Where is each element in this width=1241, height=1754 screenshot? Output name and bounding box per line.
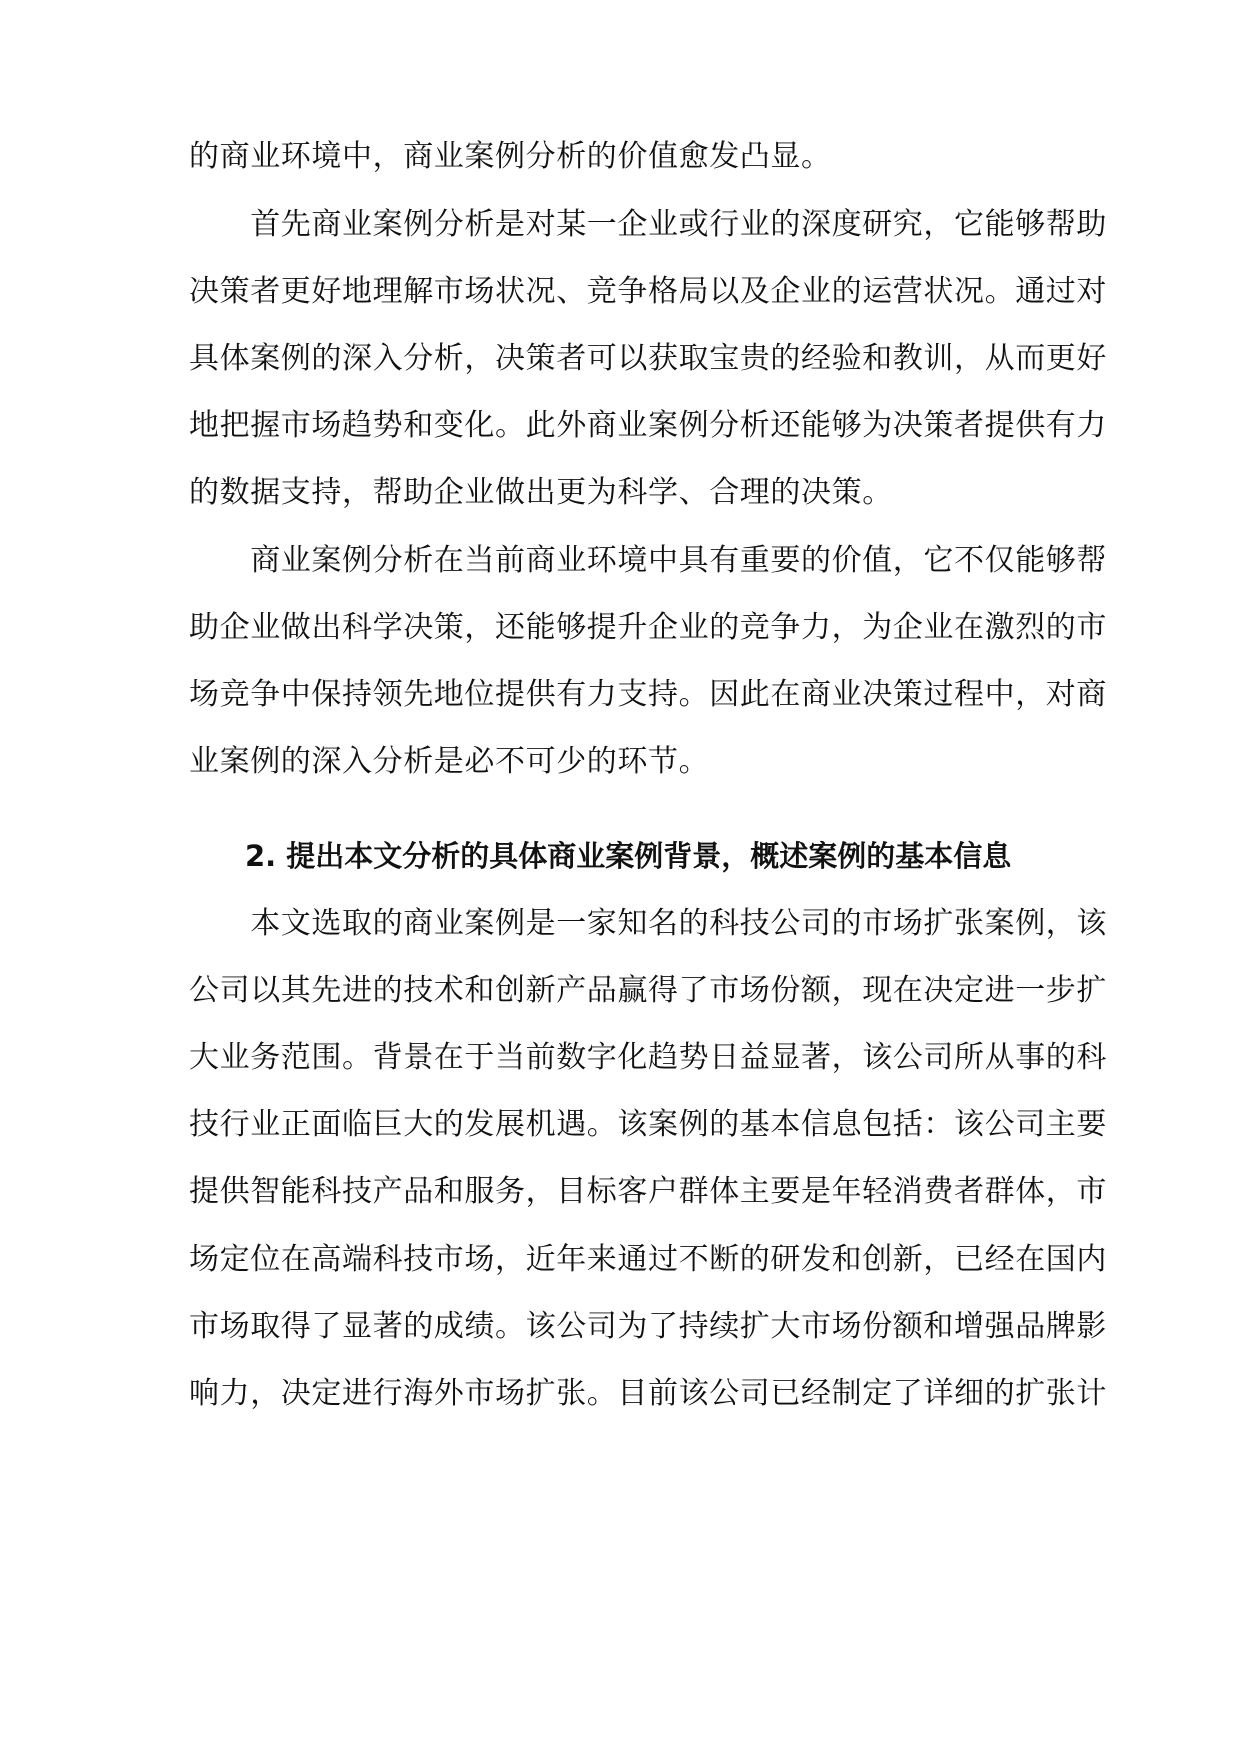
paragraph-4-line-1: 本文选取的商业案例是一家知名的科技公司的市场扩张案例，该 bbox=[189, 906, 1107, 941]
paragraph-2-line-4: 地把握市场趋势和变化。此外商业案例分析还能够为决策者提供有力 bbox=[189, 408, 1107, 443]
paragraph-3-line-3: 场竞争中保持领先地位提供有力支持。因此在商业决策过程中，对商 bbox=[189, 677, 1107, 712]
paragraph-2-line-1: 首先商业案例分析是对某一企业或行业的深度研究，它能够帮助 bbox=[189, 207, 1107, 242]
paragraph-3-line-2: 助企业做出科学决策，还能够提升企业的竞争力，为企业在激烈的市 bbox=[189, 610, 1107, 645]
paragraph-4-line-4: 技行业正面临巨大的发展机遇。该案例的基本信息包括：该公司主要 bbox=[189, 1107, 1107, 1142]
paragraph-3-line-4: 业案例的深入分析是必不可少的环节。 bbox=[189, 744, 710, 779]
paragraph-4-line-8: 响力，决定进行海外市场扩张。目前该公司已经制定了详细的扩张计 bbox=[189, 1376, 1107, 1411]
paragraph-4-line-7: 市场取得了显著的成绩。该公司为了持续扩大市场份额和增强品牌影 bbox=[189, 1309, 1107, 1344]
paragraph-4-line-3: 大业务范围。背景在于当前数字化趋势日益显著，该公司所从事的科 bbox=[189, 1040, 1107, 1075]
section-heading: 2. 提出本文分析的具体商业案例背景，概述案例的基本信息 bbox=[245, 839, 1012, 873]
paragraph-2-line-5: 的数据支持，帮助企业做出更为科学、合理的决策。 bbox=[189, 475, 893, 510]
paragraph-4-line-5: 提供智能科技产品和服务，目标客户群体主要是年轻消费者群体，市 bbox=[189, 1174, 1107, 1209]
paragraph-4-line-6: 场定位在高端科技市场，近年来通过不断的研发和创新，已经在国内 bbox=[189, 1242, 1107, 1277]
paragraph-3-line-1: 商业案例分析在当前商业环境中具有重要的价值，它不仅能够帮 bbox=[189, 543, 1107, 578]
paragraph-1-line-1: 的商业环境中，商业案例分析的价值愈发凸显。 bbox=[189, 139, 832, 174]
paragraph-2-line-2: 决策者更好地理解市场状况、竞争格局以及企业的运营状况。通过对 bbox=[189, 274, 1107, 309]
paragraph-4-line-2: 公司以其先进的技术和创新产品赢得了市场份额，现在决定进一步扩 bbox=[189, 973, 1107, 1008]
paragraph-2-line-3: 具体案例的深入分析，决策者可以获取宝贵的经验和教训，从而更好 bbox=[189, 341, 1107, 376]
